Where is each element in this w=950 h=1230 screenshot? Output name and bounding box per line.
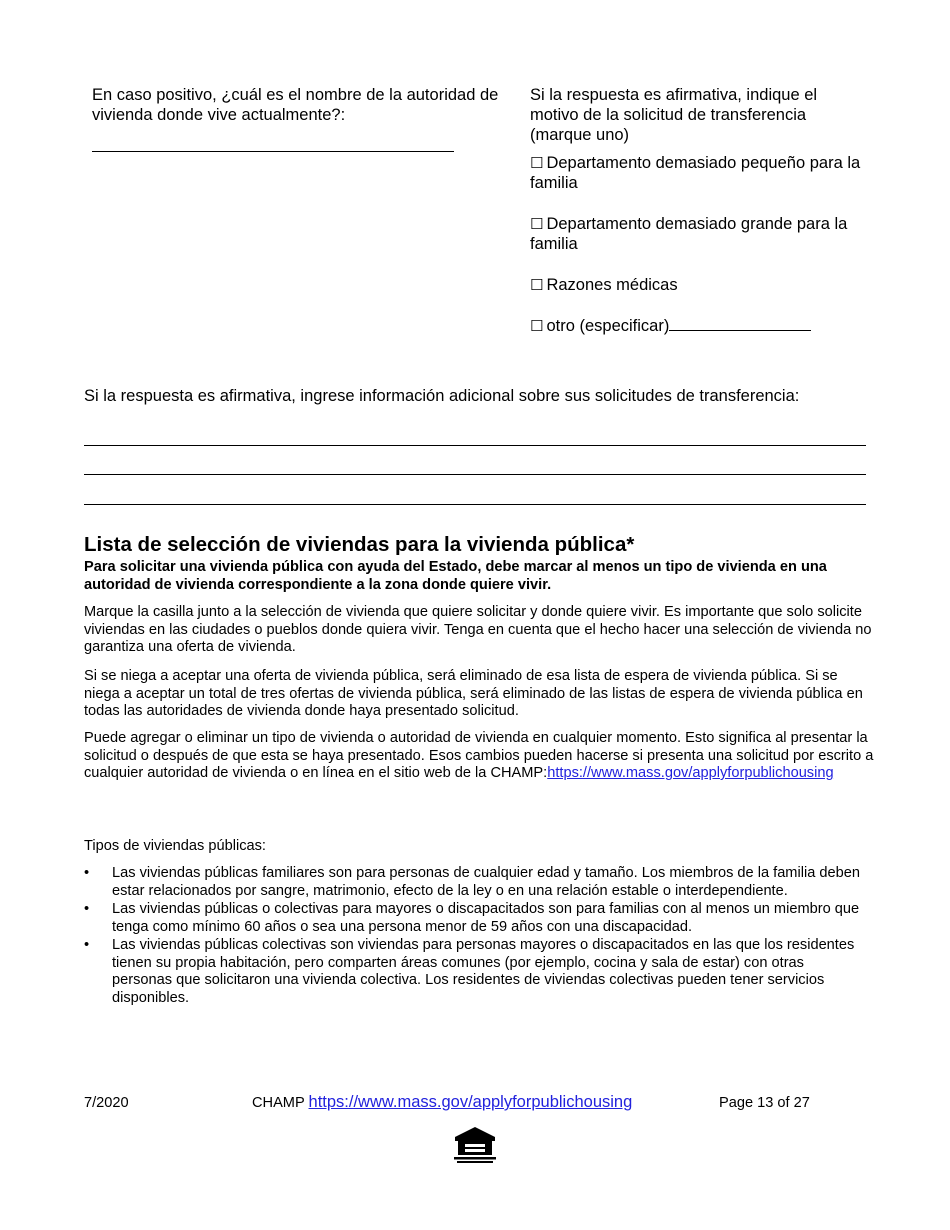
option-other[interactable] — [530, 316, 865, 336]
list-item-text: Las viviendas públicas o colectivas para mayores o discapacitados son para familias con al menos un miembro que tenga como mínimo 60 años o sea una persona menor de 59 años con una discapacidad. — [112, 901, 860, 935]
checkbox-icon[interactable]: ☐ — [530, 215, 544, 233]
transfer-info-line-2[interactable] — [84, 474, 866, 475]
option-label: Departamento demasiado grande para la familia — [530, 215, 848, 253]
section-title: Lista de selección de viviendas para la vivienda pública* — [84, 533, 635, 556]
list-item-text: Las viviendas públicas colectivas son viviendas para personas mayores o discapacitados en las que los residentes tienen su propia habitación, pero comparten áreas comunes (por ejemplo, cocina y sala de estar) con otras personas que solicitaron una vivienda colectiva. Los residentes de viviendas colectivas pueden tener servicios disponibles. — [112, 937, 855, 1006]
current-housing-authority-input-line[interactable] — [92, 151, 454, 152]
transfer-info-line-1[interactable] — [84, 445, 866, 446]
other-specify-input-line[interactable] — [669, 316, 811, 331]
bullet: • — [84, 937, 90, 953]
option-too-large[interactable] — [530, 214, 865, 254]
footer-page-number: Page 13 of 27 — [719, 1095, 810, 1111]
footer-center — [252, 1093, 632, 1112]
checkbox-icon[interactable]: ☐ — [530, 276, 544, 294]
option-medical[interactable] — [530, 275, 865, 295]
footer-org: CHAMP — [252, 1095, 305, 1111]
champ-link[interactable]: https://www.mass.gov/applyforpublichousing — [547, 765, 834, 781]
current-housing-authority-question: En caso positivo, ¿cuál es el nombre de la autoridad de vivienda donde vive actualmente?: — [92, 86, 499, 124]
list-item — [84, 937, 866, 1007]
checkbox-icon[interactable]: ☐ — [530, 317, 544, 335]
transfer-info-question: Si la respuesta es afirmativa, ingrese información adicional sobre sus solicitudes de transferencia: — [84, 387, 800, 405]
equal-housing-opportunity-icon — [451, 1125, 499, 1165]
option-label: Departamento demasiado pequeño para la familia — [530, 154, 861, 192]
option-too-small[interactable] — [530, 153, 865, 193]
housing-types-list — [84, 865, 866, 1008]
list-item — [84, 901, 866, 936]
paragraph-1: Marque la casilla junto a la selección de vivienda que quiere solicitar y donde quiere vivir. Es importante que solo solicite viviendas en las ciudades o pueblos donde quiera vivir. Tenga en cuenta que el hecho hacer una selección de vivienda no garantiza una oferta de vivienda. — [84, 604, 872, 655]
list-item-text: Las viviendas públicas familiares son para personas de cualquier edad y tamaño. Los miembros de la familia deben estar relacionados por sangre, matrimonio, efecto de la ley o en una relación estable o interdependiente. — [112, 865, 860, 899]
section-subtitle: Para solicitar una vivienda pública con ayuda del Estado, debe marcar al menos un tipo de vivienda en una autoridad de vivienda correspondiente a la zona donde quiere vivir. — [84, 559, 827, 593]
footer-date: 7/2020 — [84, 1095, 129, 1111]
bullet: • — [84, 865, 90, 881]
option-label: otro (especificar) — [546, 317, 670, 335]
paragraph-3-text: Puede agregar o eliminar un tipo de vivienda o autoridad de vivienda en cualquier momento. Esto significa al presentar la solicitud o después de que esta se haya presentado. Esos cambios pueden hacerse si presenta una solicitud por escrito a cualquier autoridad de vivienda o en línea en el sitio web de la CHAMP: — [84, 730, 874, 781]
bullet: • — [84, 901, 90, 917]
list-item — [84, 865, 866, 900]
transfer-reason-question: Si la respuesta es afirmativa, indique el motivo de la solicitud de transferencia (marque uno) — [530, 86, 818, 144]
transfer-info-line-3[interactable] — [84, 504, 866, 505]
housing-types-label: Tipos de viviendas públicas: — [84, 838, 266, 854]
checkbox-icon[interactable]: ☐ — [530, 154, 544, 172]
footer-link[interactable]: https://www.mass.gov/applyforpublichousing — [308, 1093, 633, 1111]
paragraph-3 — [84, 730, 874, 783]
option-label: Razones médicas — [546, 276, 678, 294]
paragraph-2: Si se niega a aceptar una oferta de vivienda pública, será eliminado de esa lista de espera de vivienda pública. Si se niega a aceptar un total de tres ofertas de vivienda pública, será eliminado de las listas de espera de vivienda pública en todas las autoridades de vivienda donde haya presentado solicitud. — [84, 668, 863, 719]
